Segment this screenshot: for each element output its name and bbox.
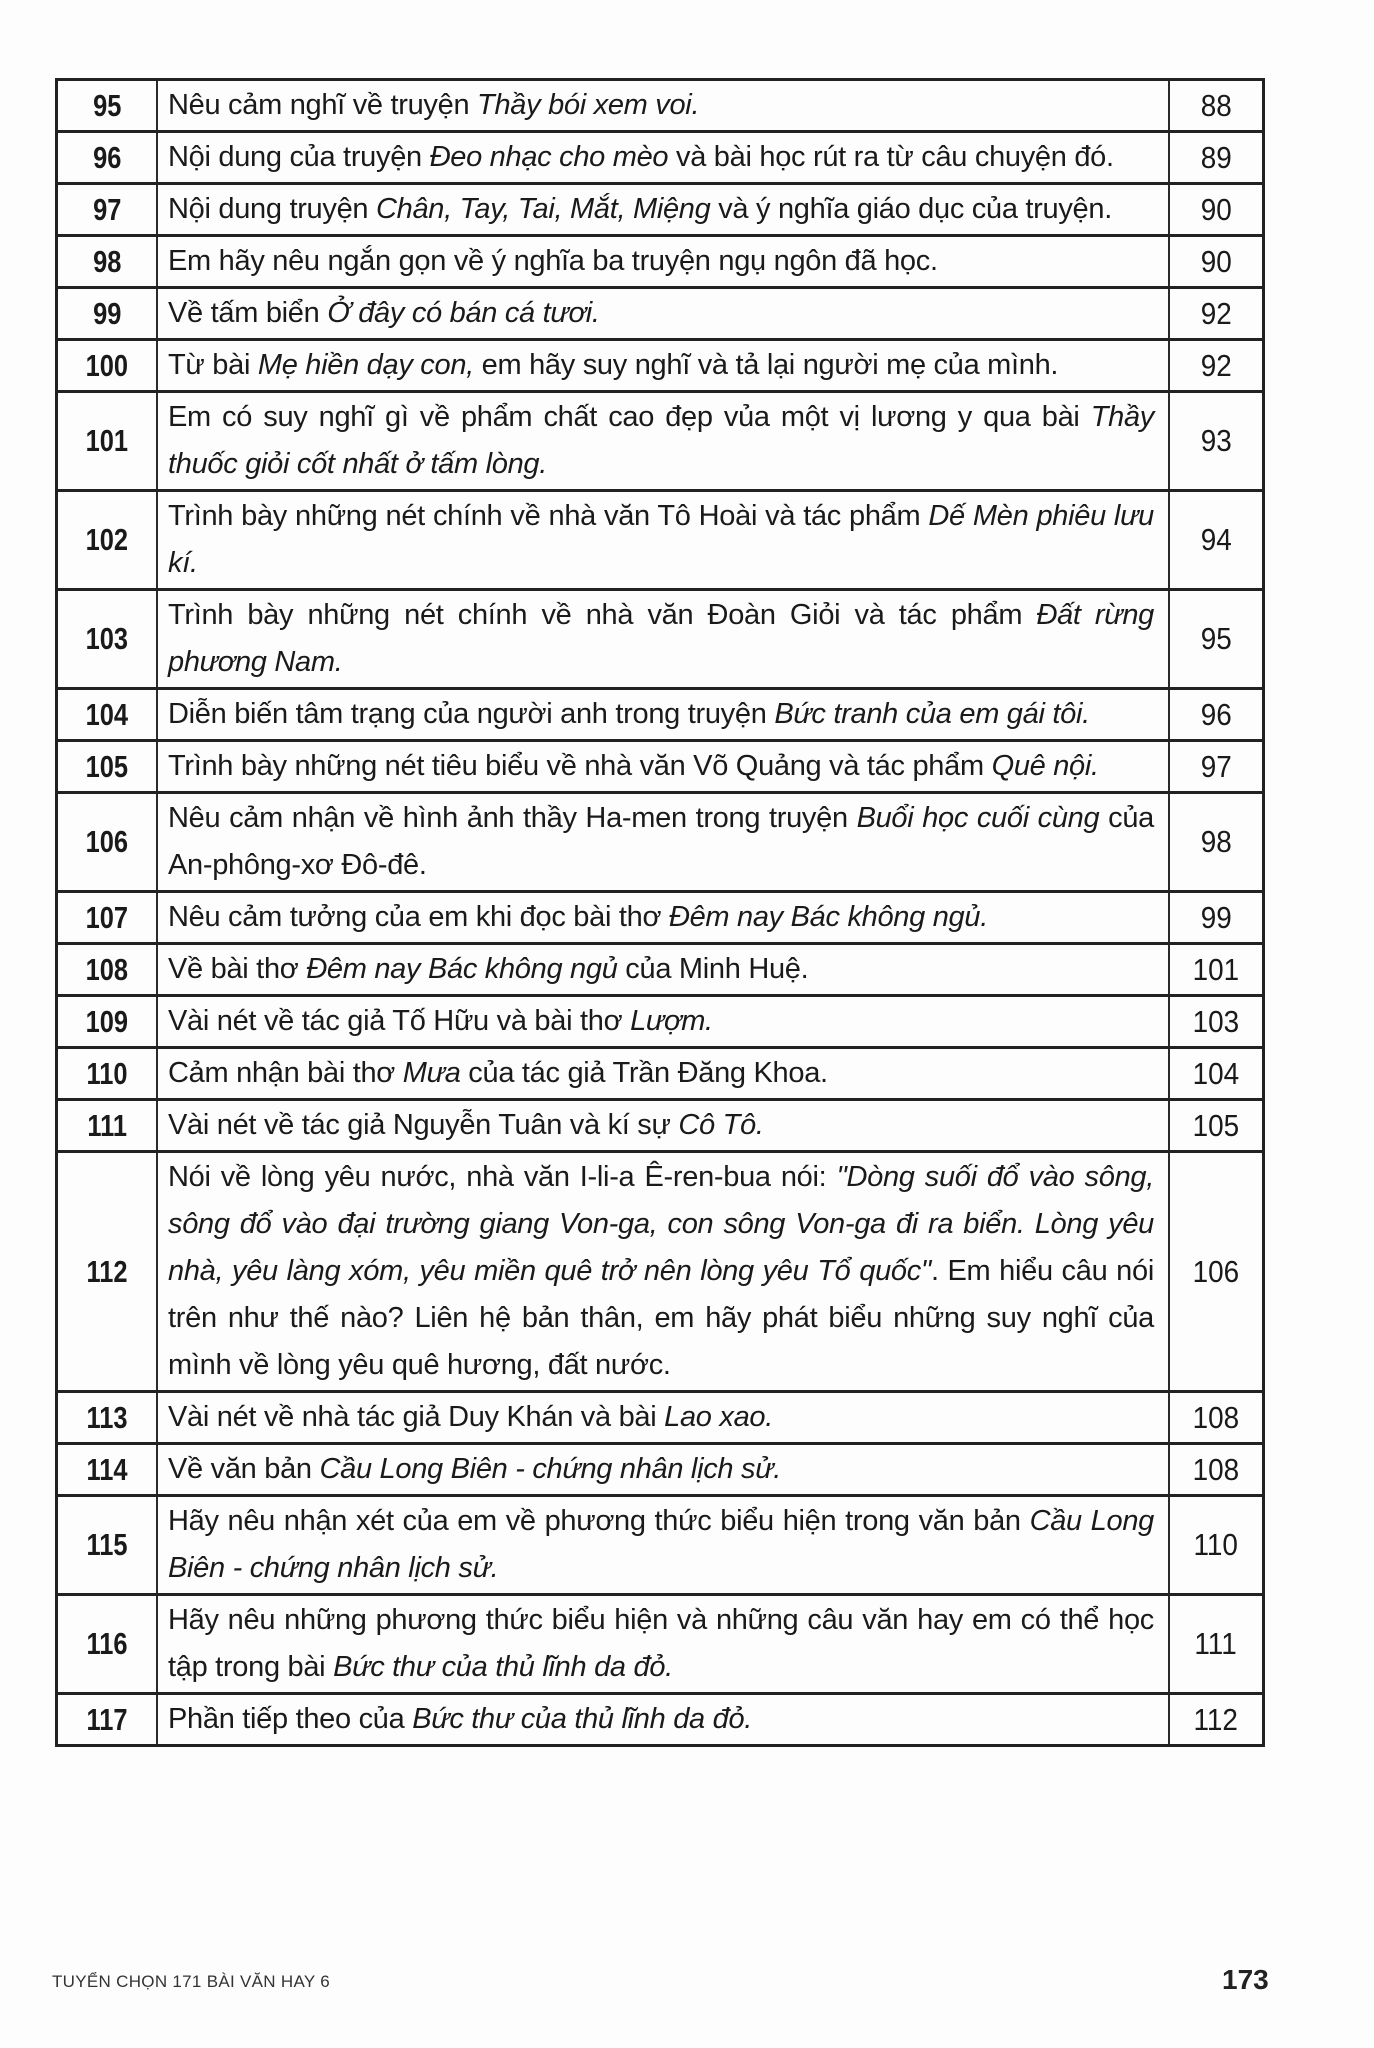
item-number-text: 117 [86,1701,128,1737]
item-number [57,892,158,944]
toc-row [57,1152,1264,1392]
item-number-text: 112 [86,1253,128,1289]
toc-row [57,793,1264,892]
item-number [57,491,158,590]
item-number [57,590,158,689]
toc-row [57,1444,1264,1496]
item-number [57,1496,158,1595]
item-title [157,1496,1169,1595]
item-number-text: 104 [85,696,129,732]
item-title [157,132,1169,184]
item-number-text: 105 [85,748,129,784]
work-title-italic: Đêm nay Bác không ngủ [306,953,618,985]
item-title [157,793,1169,892]
title-text: Vài nét về tác giả Nguyễn Tuân và kí sự [168,1109,679,1141]
toc-row [57,80,1264,132]
title-text: Nêu cảm nhận về hình ảnh thầy Ha-men trong truyện [168,802,857,834]
title-text: Em hãy nêu ngắn gọn về ý nghĩa ba truyện ngụ ngôn đã học. [168,245,938,277]
item-number [57,340,158,392]
work-title-italic: Đêm nay Bác không ngủ. [668,901,988,933]
toc-row [57,1496,1264,1595]
title-text: của tác giả Trần Đăng Khoa. [460,1057,828,1089]
footer-book-title: TUYỂN CHỌN 171 BÀI VĂN HAY 6 [52,1972,330,1991]
work-title-italic: Buổi học cuối cùng [856,802,1100,834]
item-number [57,80,158,132]
page-ref [1169,340,1264,392]
title-text: và ý nghĩa giáo dục của truyện. [710,193,1112,225]
title-text: và bài học rút ra từ câu chuyện đó. [668,141,1114,173]
page-ref-text: 90 [1200,191,1232,227]
toc-row [57,1694,1264,1746]
item-number-text: 97 [92,191,122,227]
item-title [157,689,1169,741]
page-ref [1169,1496,1264,1595]
title-text: Về bài thơ [168,953,307,985]
item-number-text: 116 [86,1626,128,1661]
page-ref [1169,689,1264,741]
work-title-italic: Thầy thuốc giỏi cốt nhất ở tấm lòng. [168,401,1154,480]
item-number [57,996,158,1048]
work-title-italic: Đất rừng phương Nam. [168,599,1154,678]
toc-row [57,132,1264,184]
item-number [57,1595,158,1694]
page-ref [1169,892,1264,944]
page-ref [1169,132,1264,184]
title-text: Cảm nhận bài thơ [168,1057,403,1089]
title-text: em hãy suy nghĩ và tả lại người mẹ của mình. [473,349,1059,381]
page-ref [1169,1100,1264,1152]
work-title-italic: Mưa [402,1057,461,1089]
page-ref-text: 88 [1200,87,1232,123]
item-title [157,340,1169,392]
toc-row [57,892,1264,944]
item-title [157,80,1169,132]
page-ref-text: 111 [1194,1626,1238,1661]
page-ref-text: 92 [1200,295,1232,331]
item-number-text: 114 [86,1451,128,1487]
item-number-text: 110 [86,1055,128,1091]
title-text: của Minh Huệ. [617,953,809,985]
page-ref-text: 94 [1200,522,1232,557]
page-ref-text: 90 [1200,243,1232,279]
item-number [57,132,158,184]
toc-row [57,944,1264,996]
item-number [57,1048,158,1100]
title-text: Nội dung truyện [168,193,376,225]
toc-row [57,1048,1264,1100]
page-ref [1169,741,1264,793]
page-ref [1169,184,1264,236]
page-ref [1169,1444,1264,1496]
title-text: Nội dung của truyện [168,141,430,173]
page-ref [1169,1694,1264,1746]
page-ref-text: 96 [1200,696,1232,732]
title-text: Vài nét về nhà tác giả Duy Khán và bài [168,1401,665,1433]
item-number [57,1392,158,1444]
item-number [57,392,158,491]
page-ref-text: 108 [1192,1399,1240,1435]
title-text: . Em hiểu câu nói trên như thế nào? Liên hệ bản thân, em hãy phát biểu những suy nghĩ của mình về lòng yêu quê hương, đất nước. [168,1255,1154,1381]
item-number [57,689,158,741]
item-number-text: 101 [85,423,129,458]
item-title [157,1694,1169,1746]
title-text: Phần tiếp theo của [168,1703,413,1735]
item-title [157,741,1169,793]
title-text: Hãy nêu nhận xét của em về phương thức biểu hiện trong văn bản [168,1505,1030,1537]
page-ref-text: 104 [1192,1055,1240,1091]
footer-page-number: 173 [1222,1964,1269,1995]
work-title-italic: Lao xao. [664,1401,773,1433]
toc-row [57,590,1264,689]
item-number [57,184,158,236]
title-text: Trình bày những nét chính về nhà văn Tô Hoài và tác phẩm [168,500,929,532]
item-title [157,590,1169,689]
page-ref-text: 98 [1200,824,1232,859]
toc-row [57,184,1264,236]
title-text: Nói về lòng yêu nước, nhà văn I-li-a Ê-ren-bua nói: [168,1161,837,1193]
toc-row [57,392,1264,491]
item-number-text: 103 [85,621,129,656]
item-number [57,236,158,288]
title-text: của An-phông-xơ Đô-đê. [168,802,1154,881]
toc-row [57,340,1264,392]
title-text: Từ bài [168,349,258,381]
item-title [157,288,1169,340]
item-number-text: 99 [92,295,122,331]
page-ref [1169,793,1264,892]
page-ref-text: 108 [1192,1451,1240,1487]
item-number-text: 115 [86,1527,128,1562]
page-ref-text: 95 [1200,621,1232,656]
title-text: Về văn bản [168,1453,320,1485]
page-ref-text: 92 [1200,347,1232,383]
toc-row [57,288,1264,340]
item-title [157,944,1169,996]
work-title-italic: Cô Tô. [678,1109,764,1141]
page-ref [1169,996,1264,1048]
work-title-italic: Thầy bói xem voi. [477,89,700,121]
toc-row [57,491,1264,590]
item-title [157,892,1169,944]
work-title-italic: Dế Mèn phiêu lưu kí. [168,500,1154,579]
page-ref-text: 105 [1192,1107,1240,1143]
item-title [157,184,1169,236]
work-title-italic: Chân, Tay, Tai, Mắt, Miệng [376,193,711,225]
work-title-italic: Cầu Long Biên - chứng nhân lịch sử. [319,1453,782,1485]
title-text: Trình bày những nét chính về nhà văn Đoàn Giỏi và tác phẩm [168,599,1037,631]
work-title-italic: Đeo nhạc cho mèo [429,141,669,173]
toc-row [57,1100,1264,1152]
item-title [157,1048,1169,1100]
work-title-italic: Bức thư của thủ lĩnh da đỏ. [333,1651,673,1683]
item-title [157,392,1169,491]
page-ref-text: 112 [1193,1701,1239,1737]
page-ref-text: 110 [1193,1527,1239,1562]
page-ref-text: 103 [1192,1003,1240,1039]
title-text: Em có suy nghĩ gì về phẩm chất cao đẹp vủa một vị lương y qua bài [168,401,1091,433]
item-title [157,236,1169,288]
table-of-contents [55,78,1265,1747]
page-ref [1169,944,1264,996]
page-ref [1169,590,1264,689]
work-title-italic: Mẹ hiền dạy con, [257,349,474,381]
title-text: Về tấm biển [168,297,328,329]
toc-row [57,236,1264,288]
item-title [157,996,1169,1048]
work-title-italic: Bức tranh của em gái tôi. [774,698,1090,730]
page-ref [1169,1392,1264,1444]
item-title [157,1152,1169,1392]
item-title [157,491,1169,590]
item-number [57,1100,158,1152]
title-text: Trình bày những nét tiêu biểu về nhà văn Võ Quảng và tác phẩm [168,750,992,782]
item-number-text: 95 [92,87,122,123]
page-ref-text: 106 [1192,1253,1240,1289]
page-ref [1169,288,1264,340]
page-ref [1169,236,1264,288]
work-title-italic: Lượm. [630,1005,713,1037]
page-ref-text: 101 [1192,951,1240,987]
page-ref [1169,1048,1264,1100]
item-title [157,1444,1169,1496]
title-text: Nêu cảm tưởng của em khi đọc bài thơ [168,901,669,933]
page-ref [1169,80,1264,132]
toc-row [57,1392,1264,1444]
item-number [57,793,158,892]
item-number [57,1694,158,1746]
item-number [57,741,158,793]
item-number [57,1444,158,1496]
work-title-italic: "Dòng suối đổ vào sông, sông đổ vào đại trường giang Von-ga, con sông Von-ga đi ra biển. Lòng yêu nhà, yêu làng xóm, yêu miền quê trở nên lòng yêu Tổ quốc" [168,1161,1155,1287]
item-number-text: 111 [87,1107,127,1143]
item-number-text: 107 [85,899,129,935]
item-title [157,1100,1169,1152]
page-ref [1169,491,1264,590]
page-ref [1169,392,1264,491]
page-ref-text: 99 [1200,899,1232,935]
item-number-text: 106 [85,824,129,859]
item-number-text: 108 [85,951,129,987]
page-ref [1169,1595,1264,1694]
toc-row [57,1595,1264,1694]
toc-row [57,741,1264,793]
page-ref [1169,1152,1264,1392]
title-text: Vài nét về tác giả Tố Hữu và bài thơ [168,1005,631,1037]
work-title-italic: Ở đây có bán cá tươi. [327,297,600,329]
item-number-text: 98 [92,243,122,279]
work-title-italic: Cầu Long Biên - chứng nhân lịch sử. [168,1505,1154,1584]
toc-row [57,996,1264,1048]
item-number-text: 96 [92,139,122,175]
page-ref-text: 93 [1200,423,1232,458]
title-text: Nêu cảm nghĩ về truyện [168,89,478,121]
item-number [57,1152,158,1392]
page-ref-text: 97 [1200,748,1232,784]
item-number-text: 109 [85,1003,129,1039]
item-number-text: 100 [85,347,129,383]
toc-row [57,689,1264,741]
title-text: Hãy nêu những phương thức biểu hiện và những câu văn hay em có thể học tập trong bài [168,1604,1154,1683]
page-ref-text: 89 [1200,139,1232,175]
item-title [157,1392,1169,1444]
item-title [157,1595,1169,1694]
item-number [57,288,158,340]
work-title-italic: Bức thư của thủ lĩnh da đỏ. [412,1703,753,1735]
item-number-text: 113 [86,1399,128,1435]
title-text: Diễn biến tâm trạng của người anh trong truyện [168,698,775,730]
item-number [57,944,158,996]
work-title-italic: Quê nội. [991,750,1099,782]
item-number-text: 102 [85,522,129,557]
